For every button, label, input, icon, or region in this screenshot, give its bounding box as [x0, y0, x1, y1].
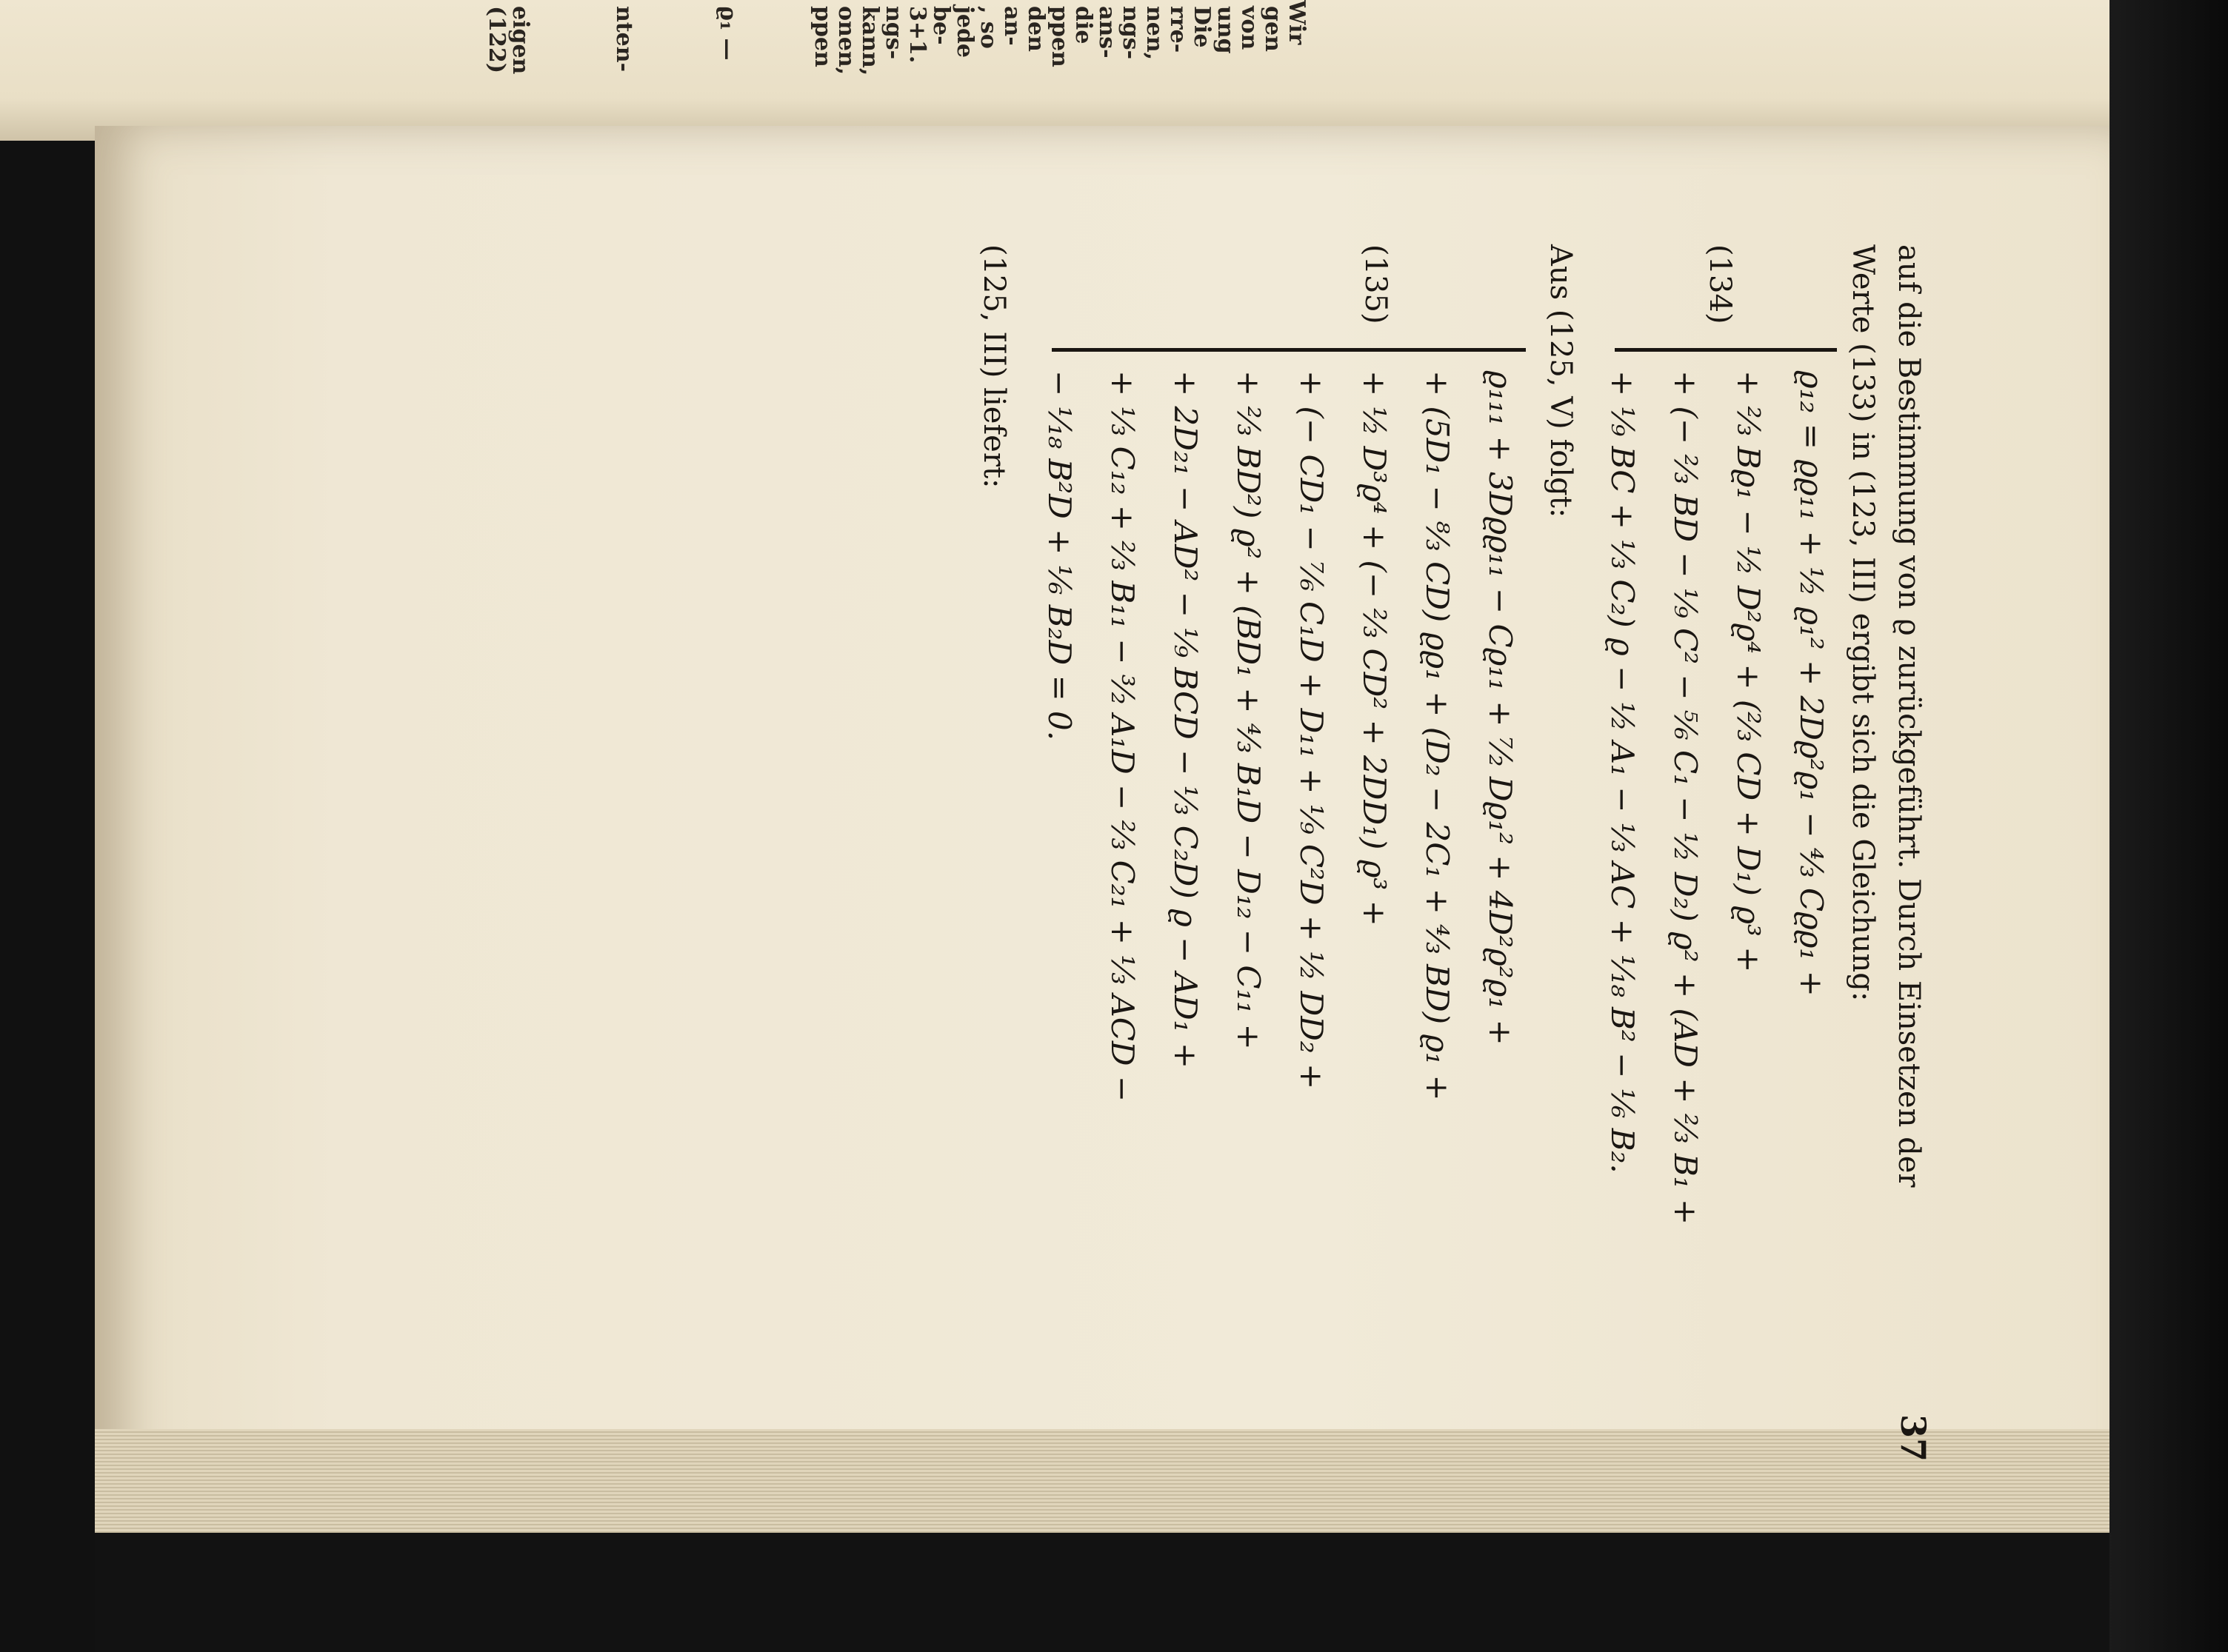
left-page-fragment: ppen	[1047, 6, 1073, 67]
left-page-fragment: Wir	[1284, 0, 1310, 45]
equation-134-line-1: ϱ₁₂ = ϱϱ₁₁ + ½ ϱ₁² + 2Dϱ²ϱ₁ − ⁴⁄₃ Cϱϱ₁ +	[1793, 370, 1830, 997]
binding-board-left	[0, 141, 95, 1652]
equation-number-135: (135)	[1358, 244, 1392, 324]
left-page-fragment: ngs-	[881, 6, 907, 60]
left-page-fragment: onen,	[833, 6, 859, 76]
left-page-fragment: ϱ₁ —	[715, 6, 741, 61]
equation-134-line-2: + ⅔ Bϱ₁ − ½ D²ϱ⁴ + (⅔ CD + D₁) ϱ³ +	[1730, 370, 1767, 973]
closing-text: (125, III) liefert:	[977, 244, 1011, 489]
left-page-fragment: nen,	[1141, 6, 1167, 61]
left-page-fragment: an-	[999, 6, 1025, 46]
left-page-fragment: die	[1070, 6, 1096, 44]
equation-135-line-3: + ½ D³ϱ⁴ + (− ⅔ CD² + 2DD₁) ϱ³ +	[1356, 370, 1392, 926]
left-page-strip	[0, 0, 2228, 141]
left-page-fragment: eigen	[507, 6, 533, 75]
equation-135-line-7: + ⅓ C₁₂ + ⅔ B₁₁ − ³⁄₂ A₁D − ⅔ C₂₁ + ⅓ ACD −	[1104, 370, 1141, 1103]
page-number: 37	[1893, 1414, 1933, 1462]
left-page-fragment: (122)	[484, 6, 510, 74]
left-page-fragment: kann,	[857, 6, 883, 76]
left-page-fragment: Die	[1189, 6, 1215, 48]
left-page-fragment: gen	[1260, 6, 1286, 52]
equation-number-134: (134)	[1703, 244, 1737, 324]
equation-134-line-3: + (− ⅔ BD − ⅑ C² − ⅚ C₁ − ½ D₂) ϱ² + (AD + ⅔ B₁ +	[1667, 370, 1704, 1225]
equation-134-line-4: + ⅑ BC + ⅓ C₂) ϱ − ½ A₁ − ⅓ AC + ¹⁄₁₈ B² − ⅙ B₂.	[1604, 370, 1641, 1174]
intro-line-2: Werte (133) in (123, III) ergibt sich die Gleichung:	[1846, 244, 1880, 1002]
left-page-fragment: ung	[1213, 6, 1238, 54]
left-page-fragment: nten-	[611, 6, 637, 73]
intro-line-1: auf die Bestimmung von ϱ zurückgeführt. Durch Einsetzen der	[1892, 244, 1926, 1188]
left-page-fragment: 3+1.	[904, 6, 930, 64]
equation-brace-135	[1052, 348, 1526, 352]
left-page-fragment: ppen	[810, 6, 836, 67]
binding-board-bottom	[95, 1533, 2109, 1652]
left-page-fragment: ans-	[1094, 6, 1120, 58]
equation-135-line-2: + (5D₁ − ⁸⁄₃ CD) ϱϱ₁ + (D₂ − 2C₁ + ⁴⁄₃ BD) ϱ₁ +	[1419, 370, 1455, 1101]
left-page-fragment: be-	[928, 6, 954, 45]
page-content	[607, 244, 1933, 1533]
equation-135-line-1: ϱ₁₁₁ + 3Dϱϱ₁₁ − Cϱ₁₁ + ⁷⁄₂ Dϱ₁² + 4D²ϱ²ϱ₁ +	[1482, 370, 1518, 1046]
left-page-fragment: rre-	[1165, 6, 1191, 53]
equation-135-line-4: + (− CD₁ − ⁷⁄₆ C₁D + D₁₁ + ⅑ C²D + ½ DD₂ +	[1293, 370, 1330, 1090]
left-page-fragment: den	[1023, 6, 1049, 52]
equation-brace-134	[1615, 348, 1837, 352]
equation-135-line-6: + 2D₂₁ − AD² − ⅑ BCD − ⅓ C₂D) ϱ − AD₁ +	[1167, 370, 1204, 1069]
equation-135-line-8: − ¹⁄₁₈ B²D + ⅙ B₂D = 0.	[1041, 370, 1078, 741]
left-page-fragment: von	[1236, 6, 1262, 50]
left-page-fragment: , so	[975, 6, 1001, 49]
mid-text: Aus (125, V) folgt:	[1544, 244, 1578, 518]
left-page-fragment: jede	[952, 6, 978, 58]
equation-135-line-5: + ⅔ BD²) ϱ² + (BD₁ + ⁴⁄₃ B₁D − D₁₂ − C₁₁ +	[1230, 370, 1267, 1050]
binding-board-right	[2109, 0, 2228, 1652]
left-page-fragment: ngs-	[1118, 6, 1144, 60]
